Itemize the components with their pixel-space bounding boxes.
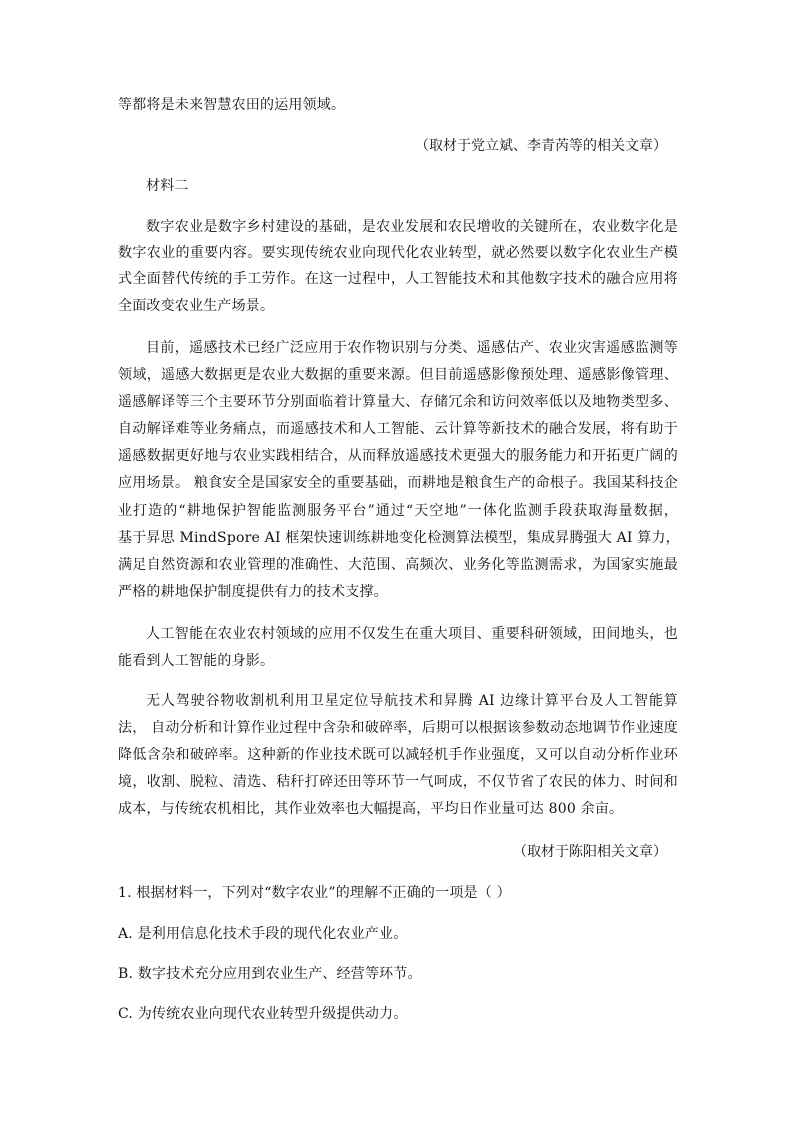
option-a: A. 是利用信息化技术手段的现代化农业产业。 <box>118 926 408 942</box>
paragraph-line: 境，收割、脱粒、清选、秸秆打碎还田等环节一气呵成，不仅节省了农民的体力、时间和 <box>118 774 678 790</box>
paragraph-line: 式全面替代传统的手工劳作。在这一过程中，人工智能技术和其他数字技术的融合应用将 <box>118 271 678 287</box>
option-b: B. 数字技术充分应用到农业生产、经营等环节。 <box>118 966 422 982</box>
paragraph-line: 遥感数据更好地与农业实践相结合，从而释放遥感技术更强大的服务能力和开拓更广阔的 <box>118 448 678 464</box>
paragraph-line: 遥感解译等三个主要环节分别面临着计算量大、存储冗余和访问效率低以及地物类型多、 <box>118 394 678 410</box>
material2-source: （取材于陈阳相关文章） <box>513 844 667 860</box>
option-c: C. 为传统农业向现代农业转型升级提供动力。 <box>118 1006 408 1022</box>
paragraph-line: 成本，与传统农机相比，其作业效率也大幅提高，平均日作业量可达 800 余亩。 <box>118 801 624 817</box>
material2-heading: 材料二 <box>146 178 189 194</box>
paragraph-line: 无人驾驶谷物收割机利用卫星定位导航技术和昇腾 AI 边缘计算平台及人工智能算 <box>146 693 678 709</box>
paragraph-line: 法， 自动分析和计算作业过程中含杂和破碎率，后期可以根据该参数动态地调节作业速度 <box>118 720 678 736</box>
material1-closing-line: 等都将是未来智慧农田的运用领域。 <box>118 97 346 113</box>
paragraph-line: 基于昇思 MindSpore AI 框架快速训练耕地变化检测算法模型，集成昇腾强大 AI 算力， <box>118 530 680 546</box>
paragraph-line: 数字农业是数字乡村建设的基础，是农业发展和农民增收的关键所在，农业数字化是 <box>146 219 678 235</box>
paragraph-line: 降低含杂和破碎率。这种新的作业技术既可以减轻机手作业强度，又可以自动分析作业环 <box>118 747 678 763</box>
question-stem: 1. 根据材料一，下列对“数字农业”的理解不正确的一项是（ ） <box>118 885 511 901</box>
material1-source: （取材于党立斌、李青芮等的相关文章） <box>415 138 667 154</box>
paragraph-line: 满足自然资源和农业管理的准确性、大范围、高频次、业务化等监测需求，为国家实施最 <box>118 557 678 573</box>
paragraph-line: 应用场景。 粮食安全是国家安全的重要基础，而耕地是粮食生产的命根子。我国某科技企 <box>118 475 678 491</box>
paragraph-line: 严格的耕地保护制度提供有力的技术支撑。 <box>118 584 388 600</box>
paragraph-line: 人工智能在农业农村领域的应用不仅发生在重大项目、重要科研领域，田间地头，也 <box>146 626 678 642</box>
paragraph-line: 目前，遥感技术已经广泛应用于农作物识别与分类、遥感估产、农业灾害遥感监测等 <box>146 340 678 356</box>
paragraph-line: 领域，遥感大数据更是农业大数据的重要来源。但目前遥感影像预处理、遥感影像管理、 <box>118 367 678 383</box>
paragraph-line: 全面改变农业生产场景。 <box>118 298 275 314</box>
paragraph-line: 业打造的“耕地保护智能监测服务平台”通过“天空地”一体化监测手段获取海量数据， <box>118 503 678 519</box>
paragraph-line: 数字农业的重要内容。要实现传统农业向现代化农业转型，就必然要以数字化农业生产模 <box>118 245 678 261</box>
paragraph-line: 自动解译难等业务痛点，而遥感技术和人工智能、云计算等新技术的融合发展，将有助于 <box>118 421 678 437</box>
paragraph-line: 能看到人工智能的身影。 <box>118 653 275 669</box>
